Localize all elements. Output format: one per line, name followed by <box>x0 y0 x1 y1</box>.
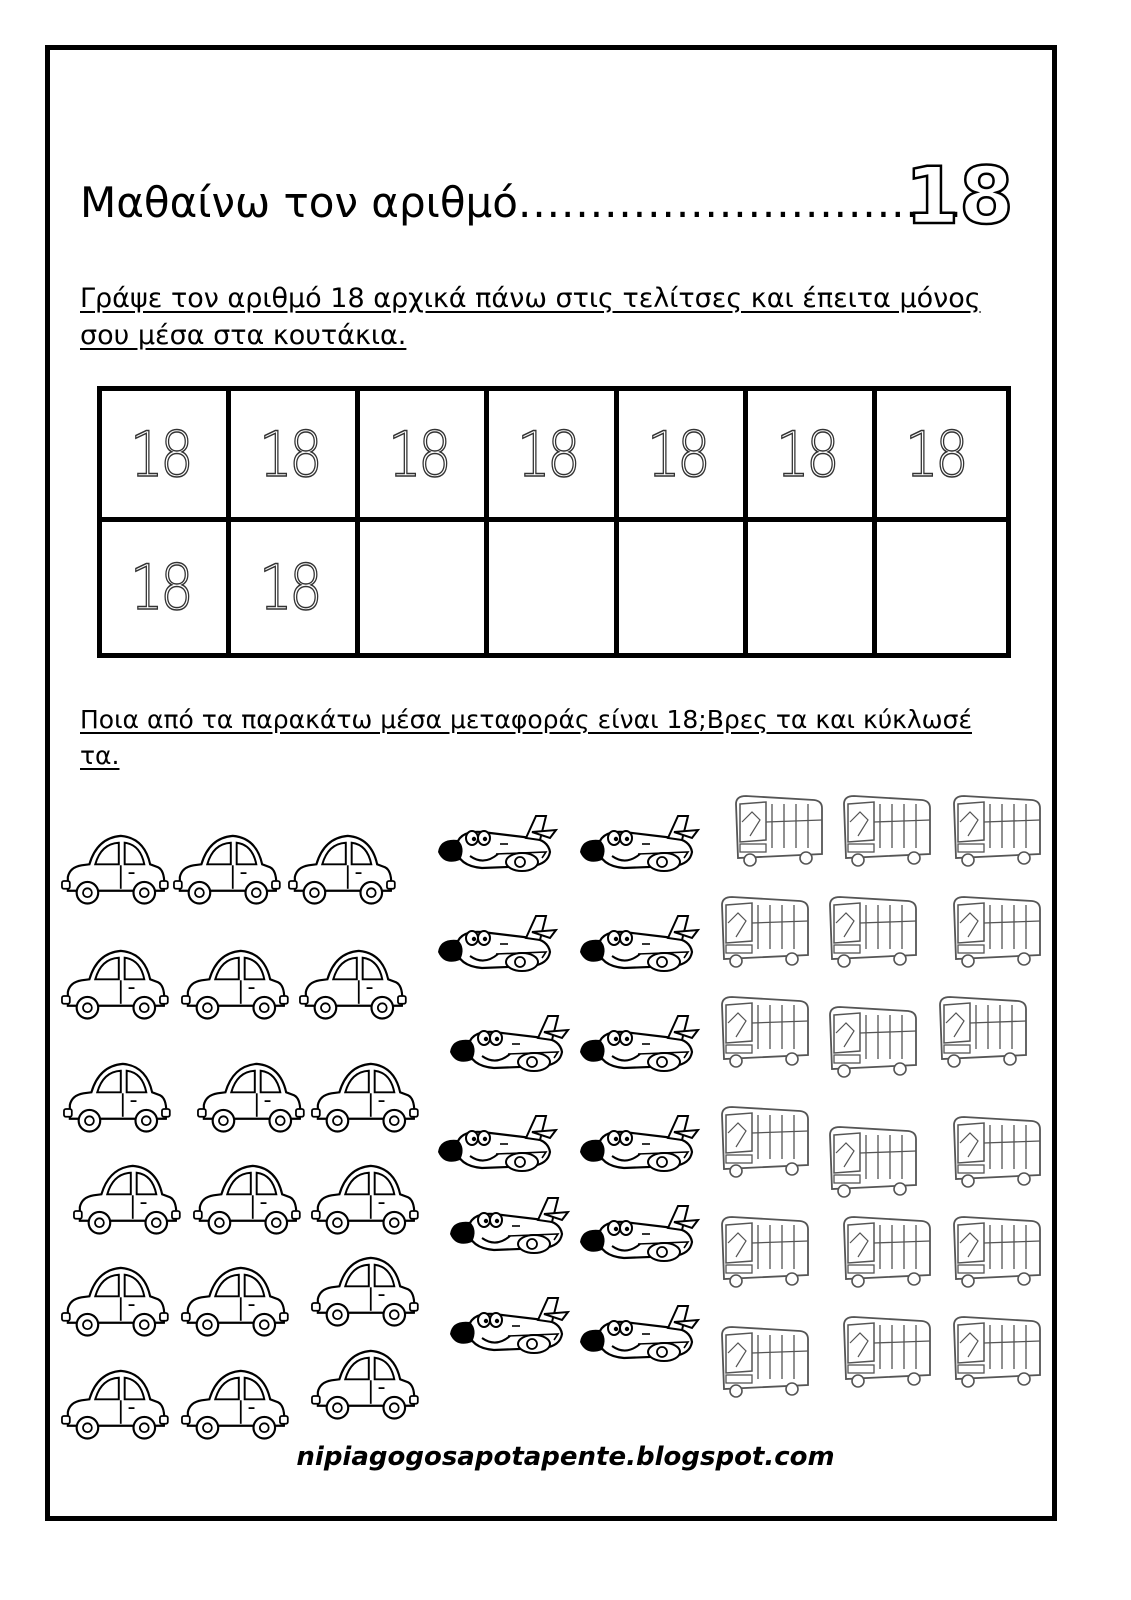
plane-picture[interactable] <box>580 1116 698 1171</box>
bus-picture[interactable] <box>844 796 930 866</box>
car-picture[interactable] <box>300 951 406 1019</box>
plane-picture[interactable] <box>580 1206 698 1261</box>
car-picture[interactable] <box>312 1258 418 1326</box>
bus-picture[interactable] <box>844 1317 930 1387</box>
plane-picture[interactable] <box>580 816 698 871</box>
bus-picture[interactable] <box>954 1117 1040 1187</box>
car-picture[interactable] <box>62 951 168 1019</box>
car-picture[interactable] <box>74 1166 180 1234</box>
footer-url: nipiagogosapotapente.blogspot.com <box>296 1442 835 1472</box>
bus-picture[interactable] <box>830 1127 916 1197</box>
instruction-write: Γράψε τον αριθμό 18 αρχικά πάνω στις τελίτσες και έπειτα μόνος σου μέσα στα κουτάκια. <box>80 283 981 351</box>
car-picture[interactable] <box>198 1064 304 1132</box>
trace-number: 18 <box>130 551 191 624</box>
trace-number: 18 <box>646 417 707 491</box>
car-picture[interactable] <box>64 1064 170 1132</box>
bus-picture[interactable] <box>722 1217 808 1287</box>
trace-number: 18 <box>259 417 320 491</box>
plane-picture[interactable] <box>438 1116 556 1171</box>
car-picture[interactable] <box>182 1371 288 1439</box>
car-picture[interactable] <box>312 1166 418 1234</box>
car-picture[interactable] <box>62 836 168 904</box>
trace-number: 18 <box>388 417 449 491</box>
plane-picture[interactable] <box>450 1198 568 1253</box>
plane-picture[interactable] <box>438 916 556 971</box>
bus-picture[interactable] <box>844 1217 930 1287</box>
bus-picture[interactable] <box>722 997 808 1067</box>
car-picture[interactable] <box>289 836 395 904</box>
bus-picture[interactable] <box>830 1007 916 1077</box>
bus-picture[interactable] <box>954 1217 1040 1287</box>
bus-picture[interactable] <box>722 1107 808 1177</box>
title-number: 18 <box>905 152 1014 242</box>
car-picture[interactable] <box>182 1268 288 1336</box>
bus-picture[interactable] <box>954 796 1040 866</box>
trace-number: 18 <box>517 417 578 491</box>
car-picture[interactable] <box>62 1371 168 1439</box>
car-picture[interactable] <box>62 1268 168 1336</box>
car-picture[interactable] <box>182 951 288 1019</box>
title-dots: ............................... <box>517 178 963 227</box>
plane-picture[interactable] <box>580 916 698 971</box>
title-text: Μαθαίνω τον αριθμό <box>80 178 518 227</box>
bus-picture[interactable] <box>954 1317 1040 1387</box>
car-picture[interactable] <box>194 1166 300 1234</box>
bus-picture[interactable] <box>736 796 822 866</box>
plane-picture[interactable] <box>580 1306 698 1361</box>
plane-picture[interactable] <box>438 816 556 871</box>
plane-picture[interactable] <box>580 1016 698 1071</box>
plane-picture[interactable] <box>450 1016 568 1071</box>
trace-number: 18 <box>259 551 320 624</box>
car-picture[interactable] <box>174 836 280 904</box>
instruction-circle: Ποια από τα παρακάτω μέσα μεταφοράς είναι 18;Βρες τα και κύκλωσέ τα. <box>80 705 972 770</box>
trace-number: 18 <box>904 417 966 491</box>
bus-picture[interactable] <box>722 897 808 967</box>
trace-number: 18 <box>130 417 191 491</box>
bus-picture[interactable] <box>830 897 916 967</box>
car-picture[interactable] <box>312 1351 418 1419</box>
bus-picture[interactable] <box>954 897 1040 967</box>
plane-picture[interactable] <box>450 1298 568 1353</box>
bus-picture[interactable] <box>722 1327 808 1397</box>
bus-picture[interactable] <box>940 997 1026 1067</box>
car-picture[interactable] <box>312 1064 418 1132</box>
trace-number: 18 <box>775 417 836 491</box>
